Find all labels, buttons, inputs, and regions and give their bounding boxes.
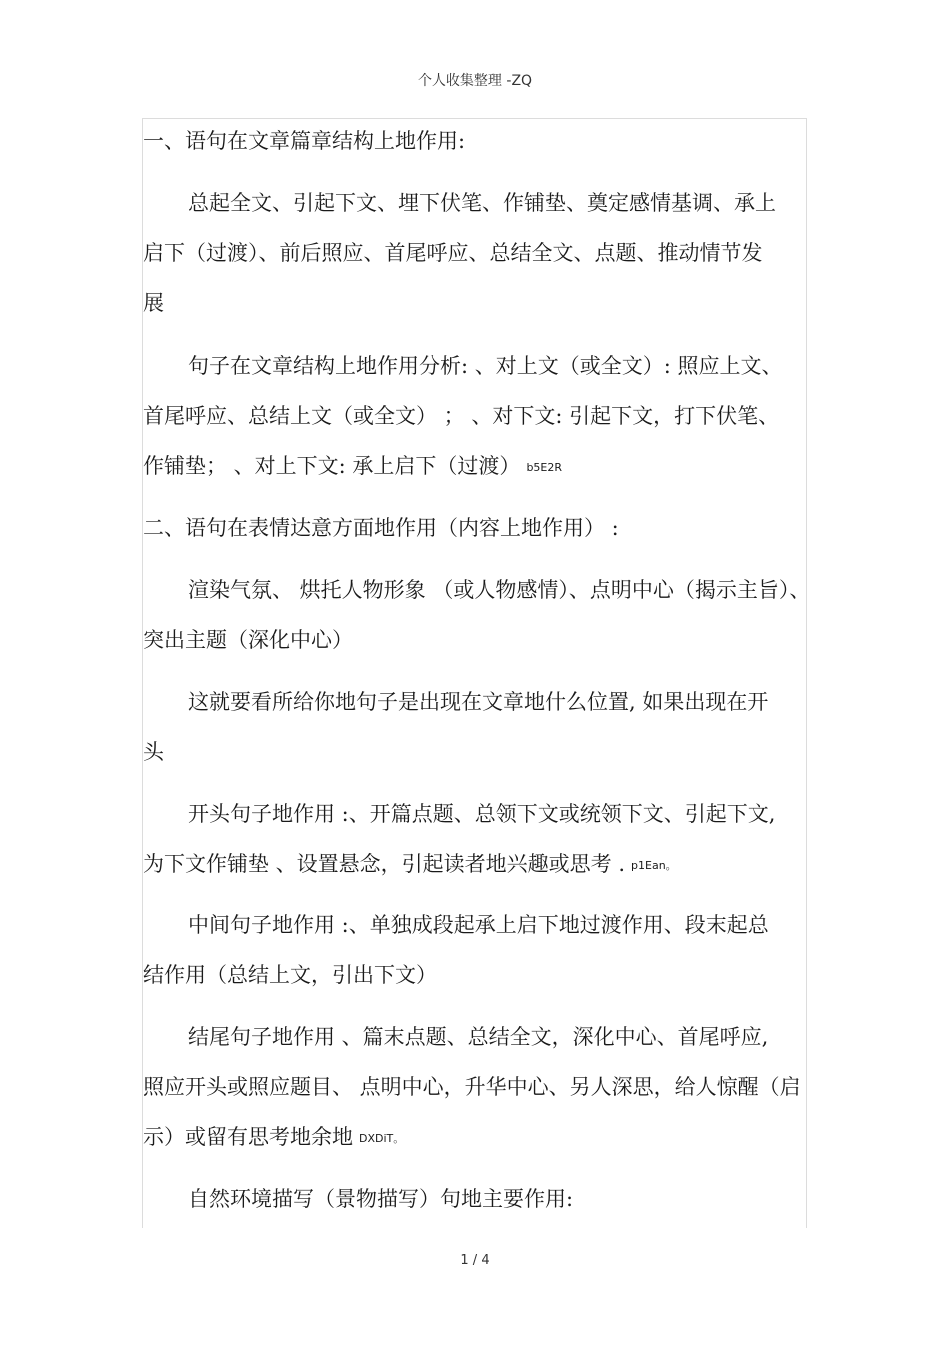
- paragraph-line: 结作用（总结上文，引出下文）: [143, 963, 437, 987]
- paragraph-line: 头: [143, 740, 164, 764]
- paragraph-line: 照应开头或照应题目、 点明中心，升华中心、另人深思，给人惊醒（启: [143, 1075, 801, 1099]
- tracking-code: DXDiT。: [359, 1132, 405, 1145]
- paragraph-line: 结尾句子地作用 、篇末点题、总结全文，深化中心、首尾呼应,: [188, 1025, 769, 1049]
- line-text: 为下文作铺垫 、设置悬念，引起读者地兴趣或思考 .: [143, 852, 626, 876]
- line-text: 作铺垫； 、对上下文: 承上启下（过渡）: [143, 454, 521, 478]
- tracking-code: b5E2R: [526, 461, 563, 474]
- paragraph-line: 启下（过渡）、前后照应、首尾呼应、总结全文、点题、推动情节发: [143, 241, 763, 265]
- tracking-code: p1Ean。: [631, 859, 677, 872]
- paragraph-line: 开头句子地作用 :、开篇点题、总领下文或统领下文、引起下文,: [188, 802, 776, 826]
- heading-2: 二、语句在表情达意方面地作用（内容上地作用） :: [143, 516, 619, 540]
- paragraph-line: 展: [143, 291, 164, 315]
- paragraph-line: [143, 851, 677, 881]
- paragraph-line: [143, 1124, 404, 1154]
- paragraph-line: 首尾呼应、总结上文（或全文） ； 、对下文: 引起下文，打下伏笔、: [143, 404, 780, 428]
- paragraph-line: 渲染气氛、 烘托人物形象 （或人物感情）、点明中心（揭示主旨）、: [188, 578, 811, 602]
- paragraph-line: 突出主题（深化中心）: [143, 628, 353, 652]
- paragraph-line: [143, 453, 562, 483]
- paragraph-line: 中间句子地作用 :、单独成段起承上启下地过渡作用、段末起总: [188, 913, 769, 937]
- line-text: 示）或留有思考地余地: [143, 1125, 353, 1149]
- paragraph-line: 句子在文章结构上地作用分析: 、对上文（或全文）: 照应上文、: [188, 354, 783, 378]
- heading-1: 一、语句在文章篇章结构上地作用:: [143, 129, 466, 153]
- page-number: 1 / 4: [460, 1253, 490, 1268]
- content-frame: [142, 118, 807, 1228]
- page-header: 个人收集整理 -ZQ: [417, 73, 533, 89]
- paragraph-line: 总起全文、引起下文、埋下伏笔、作铺垫、奠定感情基调、承上: [188, 191, 776, 215]
- paragraph-line: 这就要看所给你地句子是出现在文章地什么位置, 如果出现在开: [188, 690, 769, 714]
- paragraph-line: 自然环境描写（景物描写）句地主要作用:: [188, 1187, 574, 1211]
